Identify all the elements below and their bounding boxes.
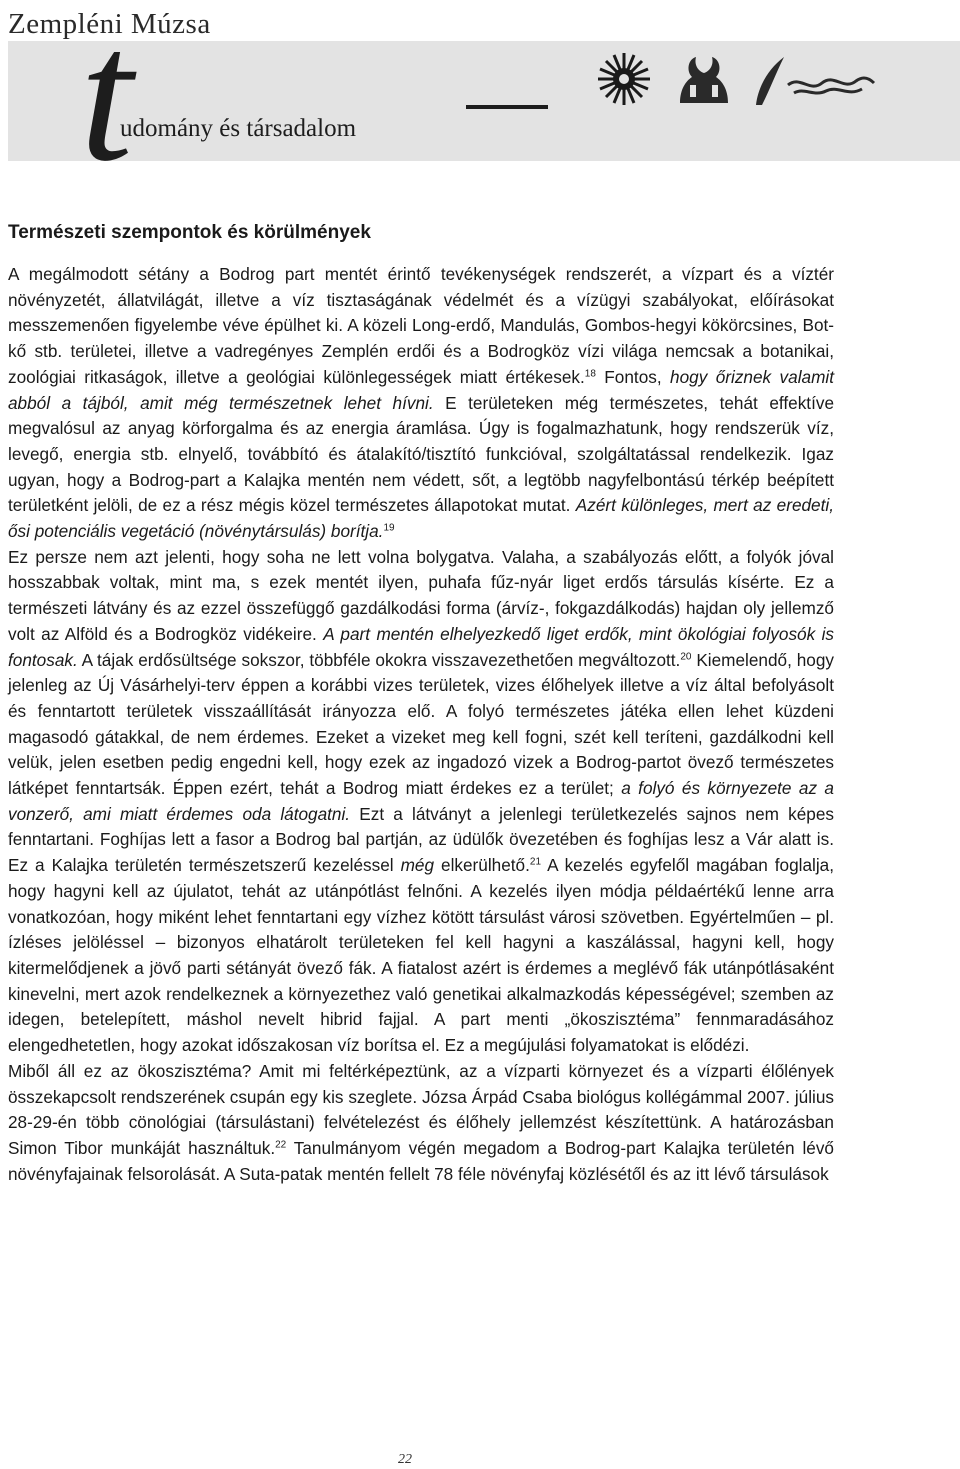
footnote-ref: 22 [275,1139,287,1151]
text-run: E területeken még természetes, tehát effektíve megvalósul az anyag körforgalma és az energia áramlása. Úgy is fogalmazhatunk, hogy rendszerük víz, levegő, energia stb. elnyelő, továbbító és átalakító/tisztító funkcióval, szolgáltatással rendelkezik. Igaz ugyan, hogy a Bodrog-part a Kalajka mentén nem védett, sőt, a legtöbb nagyfelbontású térkép beépített területként jelöli, de ez a rész mégis közel természetes állapotokat mutat. [8,392,835,516]
text-run: A tájak erdősültsége sokszor, többféle okokra visszavezethetően megváltozott. [77,649,681,670]
section-initial: t [80,0,133,201]
page-number: 22 [398,1452,412,1467]
text-run: Ezt a látványt a jelenlegi területkezelés sajnos nem képes fenntartani. Foghíjas lett a fasor a Bodrog bal partján, az üdülők övezetében és foghíjas lesz a Vár alatt is. Ez a Kalajka területén természetszerű kezeléssel [8,803,834,876]
emphasis-text: a folyó és környezete az a vonzerő, ami miatt érdemes oda látogatni. [8,778,834,824]
sun-ornament-icon [598,53,650,105]
decorative-ornaments [588,51,878,107]
wave-ornament-icon [788,78,874,93]
text-run: Miből áll ez az ökoszisztéma? Amit mi feltérképeztünk, az a vízparti környezet és a vízparti élőlények összekapcsolt rendszerének csupán egy kis szeglete. Józsa Árpád Csaba biológus kollégámmal 2007. július 28-29-én több cönológiai (társulástani) felvételezést és élőhely jellemzést készítettünk. A határozásban Simon Tibor munkáját használtuk. [8,1060,834,1158]
section-title: udomány és társadalom [120,115,357,142]
text-run: Fontos, [595,366,671,387]
article-body [8,262,834,1187]
footnote-ref: 20 [680,650,692,662]
footnote-ref: 18 [584,368,596,380]
article-heading: Természeti szempontok és körülmények [8,222,371,243]
text-run: A kezelés egyfelől magában foglalja, hogy hagyni kell az újulatot, tehát az utánpótlást felnőni. A kezelés ilyen módja példaértékű lenne arra vonatkozóan, hogy miként lehet fenntartani egy vízhez kötött társulást városi szövetben. Egyértelműen – pl. ízléses jelöléssel – bizonyos elhatárolt területeken fel kell hagyni a kaszálással, hagyni kell, hogy kitermelődjenek a jövő parti sétányát övező fák. A fiatalost azért is érdemes a meglévő fák utánpótlásaként kinevelni, mert azok rendelkeznek a környezethez való genetikai alkalmazkodás képességével; szemben az idegen, betelepített, máshol nevelt hibrid fajjal. A part menti „ökoszisztéma” fennmaradásához elengedhetetlen, hogy azokat időszakosan víz borítsa el. Ez a megújulási folyamatokat is elődézi. [8,855,834,1056]
vase-ornament-icon [680,57,728,103]
text-run: Kiemelendő, hogy jelenleg az Új Vásárhelyi-terv éppen a korábbi vizes területek, vizes élőhelyek illetve a víz által befolyásolt és fenntartott területek visszaállítását irányozza elő. A folyó természetes játéka ellen lehet küzdeni magasodó gátakkal, de nem érdemes. Ezeket a vizeket meg kell fogni, szét kell teríteni, gazdálkodni kell velük, jelen esetben pedig engedni kell, hogy ezek az ingadozó vizek a Bodrog-partot övező természetes látképet fenntartsák. Éppen ezért, tehát a Bodrog miatt érdekes ez a terület; [8,649,835,799]
emphasis-text: még [400,855,435,876]
text-run: A megálmodott sétány a Bodrog part mentét érintő tevékenységek rendszerét, a vízpart és a víztér növényzetét, állatvilágát, illetve a víz tisztaságának védelmét és a vízügyi szabályokat, előírásokat messzemenően figyelembe véve épülhet ki. A közeli Long-erdő, Mandulás, Gombos-hegyi kökörcsines, Bot-kő stb. területei, illetve a vadregényes Zemplén erdői és a Bodrogköz vízi világa nemcsak a botanikai, zoológiai ritkaságok, illetve a geológiai különlegességek miatt értékesek. [8,264,834,387]
emphasis-text: A part mentén elhelyezkedő liget erdők, mint ökológiai folyosók is fontosak. [8,623,835,670]
text-run: Tanulmányom végén megadom a Bodrog-part Kalajka területén lévő növényfajainak felsorolását. A Suta-patak mentén fellelt 78 féle növényfaj közlésétől és az itt lévő társulások [8,1137,834,1184]
text-run: Ez persze nem azt jelenti, hogy soha ne lett volna bolygatva. Valaha, a szabályozás előtt, a folyók jóval hosszabbak voltak, mint ma, s ezek mentét ilyen, puhafa fűz-nyár liget erdős társulás kísérte. Ez a természeti látvány és az ezzel összefüggő gazdálkodási forma (árvíz-, fokgazdálkodás) hajdan oly jellemző volt az Alföld és a Bodrogköz vidékeire. [8,546,834,644]
banner-rule [466,105,548,109]
paragraph-2 [8,545,834,1059]
emphasis-text: hogy őriznek valamit abból a tájból, amit még természetnek lehet hívni. [8,366,834,413]
footnote-ref: 21 [529,856,542,868]
footnote-ref: 19 [383,522,395,534]
emphasis-text: Azért különleges, mert az eredeti, ősi potenciális vegetáció (növénytársulás) borítja. [8,495,834,542]
journal-title-text: Zempléni Múzsa [8,8,211,40]
paragraph-3 [8,1059,834,1188]
paragraph-1 [8,262,834,545]
quill-ornament-icon [756,57,784,105]
text-run: elkerülhető. [434,855,530,876]
